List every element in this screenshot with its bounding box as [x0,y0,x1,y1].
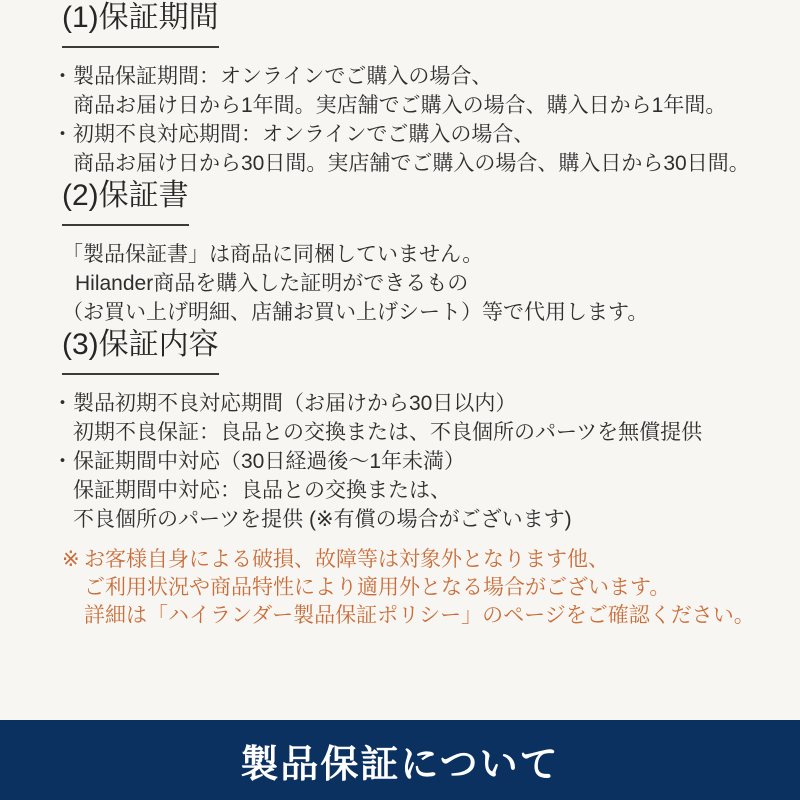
section-3-body [52,389,800,534]
text-line [62,269,800,298]
footer-bar [0,720,800,800]
section-1-heading: (1)保証期間 [62,0,219,48]
line-text: 詳細は「ハイランダー製品保証ポリシー」のページをご確認ください。 [84,604,755,627]
bullet-marker: ・ [52,392,73,415]
bullet-marker: ・ [52,65,73,88]
text-line [62,240,800,269]
line-text: 初期不良対応期間：オンラインでご購入の場合、 [73,123,535,146]
line-text: 初期不良保証：良品との交換または、不良個所のパーツを無償提供 [73,421,703,444]
notice-line [62,602,800,630]
line-text: ご利用状況や商品特性により適用外となる場合がございます。 [84,576,671,599]
text-line [52,389,800,418]
section-1-body [52,62,800,178]
text-line [52,120,800,149]
line-text: 製品保証期間：オンラインでご購入の場合、 [73,65,493,88]
text-line [52,149,800,178]
bullet-marker: ・ [52,450,73,473]
text-line [52,447,800,476]
text-line [52,476,800,505]
page-title: 製品保証について [240,743,560,786]
text-line [52,505,800,534]
line-text: 保証期間中対応（30日経過後～1年未満） [73,450,466,473]
line-text: 商品お届け日から30日間。実店舗でご購入の場合、購入日から30日間。 [73,152,750,175]
notice-line [62,574,800,602]
bullet-marker: ・ [52,123,73,146]
text-line [62,298,800,327]
text-line [52,418,800,447]
reference-mark: ※ [62,548,80,571]
text-line [52,62,800,91]
line-text: 商品お届け日から1年間。実店舗でご購入の場合、購入日から1年間。 [73,94,727,117]
section-warranty-certificate [0,178,800,327]
disclaimer-notice [62,546,800,630]
line-text: お客様自身による破損、故障等は対象外となります他、 [84,548,609,571]
line-text: 製品初期不良対応期間（お届けから30日以内） [73,392,517,415]
line-text: 保証期間中対応：良品との交換または、 [73,479,451,502]
section-3-heading: (3)保証内容 [62,327,219,375]
section-2-heading: (2)保証書 [62,178,189,226]
line-text: 不良個所のパーツを提供 (※有償の場合がございます) [73,508,572,531]
line-text: 「製品保証書」は商品に同梱していません。 [62,243,484,266]
line-text: （お買い上げ明細、店舗お買い上げシート）等で代用します。 [62,301,649,324]
section-warranty-coverage [0,327,800,534]
text-line [52,91,800,120]
notice-line [62,546,800,574]
section-warranty-period [0,0,800,178]
line-text: Hilander商品を購入した証明ができるもの [75,272,469,295]
section-2-body [62,240,800,327]
